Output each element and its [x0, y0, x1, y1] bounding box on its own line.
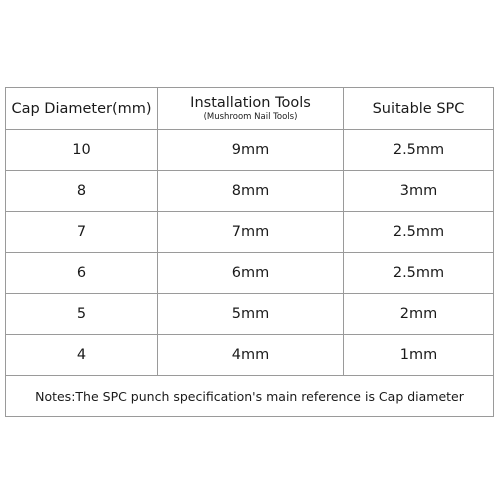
cell-cap-diameter: 7 [6, 212, 158, 253]
cell-cap-diameter: 5 [6, 294, 158, 335]
table-row [6, 171, 494, 212]
table-row [6, 253, 494, 294]
header-installation-tools [158, 88, 344, 130]
notes-row [6, 376, 494, 417]
cell-installation-tool: 6mm [158, 253, 344, 294]
cell-cap-diameter: 8 [6, 171, 158, 212]
cell-suitable-spc: 3mm [344, 171, 494, 212]
cell-installation-tool: 4mm [158, 335, 344, 376]
cell-cap-diameter: 6 [6, 253, 158, 294]
header-cap-diameter [6, 88, 158, 130]
cell-suitable-spc: 2.5mm [344, 253, 494, 294]
header-sublabel: (Mushroom Nail Tools) [203, 112, 298, 122]
table-row [6, 130, 494, 171]
cell-suitable-spc: 2.5mm [344, 130, 494, 171]
cell-installation-tool: 5mm [158, 294, 344, 335]
header-label: Suitable SPC [372, 100, 465, 117]
cell-installation-tool: 7mm [158, 212, 344, 253]
cell-suitable-spc: 2mm [344, 294, 494, 335]
table-row [6, 294, 494, 335]
table-row [6, 335, 494, 376]
header-label: Cap Diameter(mm) [11, 100, 152, 117]
cell-suitable-spc: 2.5mm [344, 212, 494, 253]
header-row [6, 88, 494, 130]
cell-installation-tool: 8mm [158, 171, 344, 212]
header-suitable-spc [344, 88, 494, 130]
table-row [6, 212, 494, 253]
notes-text: Notes:The SPC punch specification's main reference is Cap diameter [6, 376, 494, 417]
cell-installation-tool: 9mm [158, 130, 344, 171]
cell-cap-diameter: 4 [6, 335, 158, 376]
cell-cap-diameter: 10 [6, 130, 158, 171]
spec-table [5, 87, 494, 417]
cell-suitable-spc: 1mm [344, 335, 494, 376]
header-label: Installation Tools [190, 95, 311, 111]
